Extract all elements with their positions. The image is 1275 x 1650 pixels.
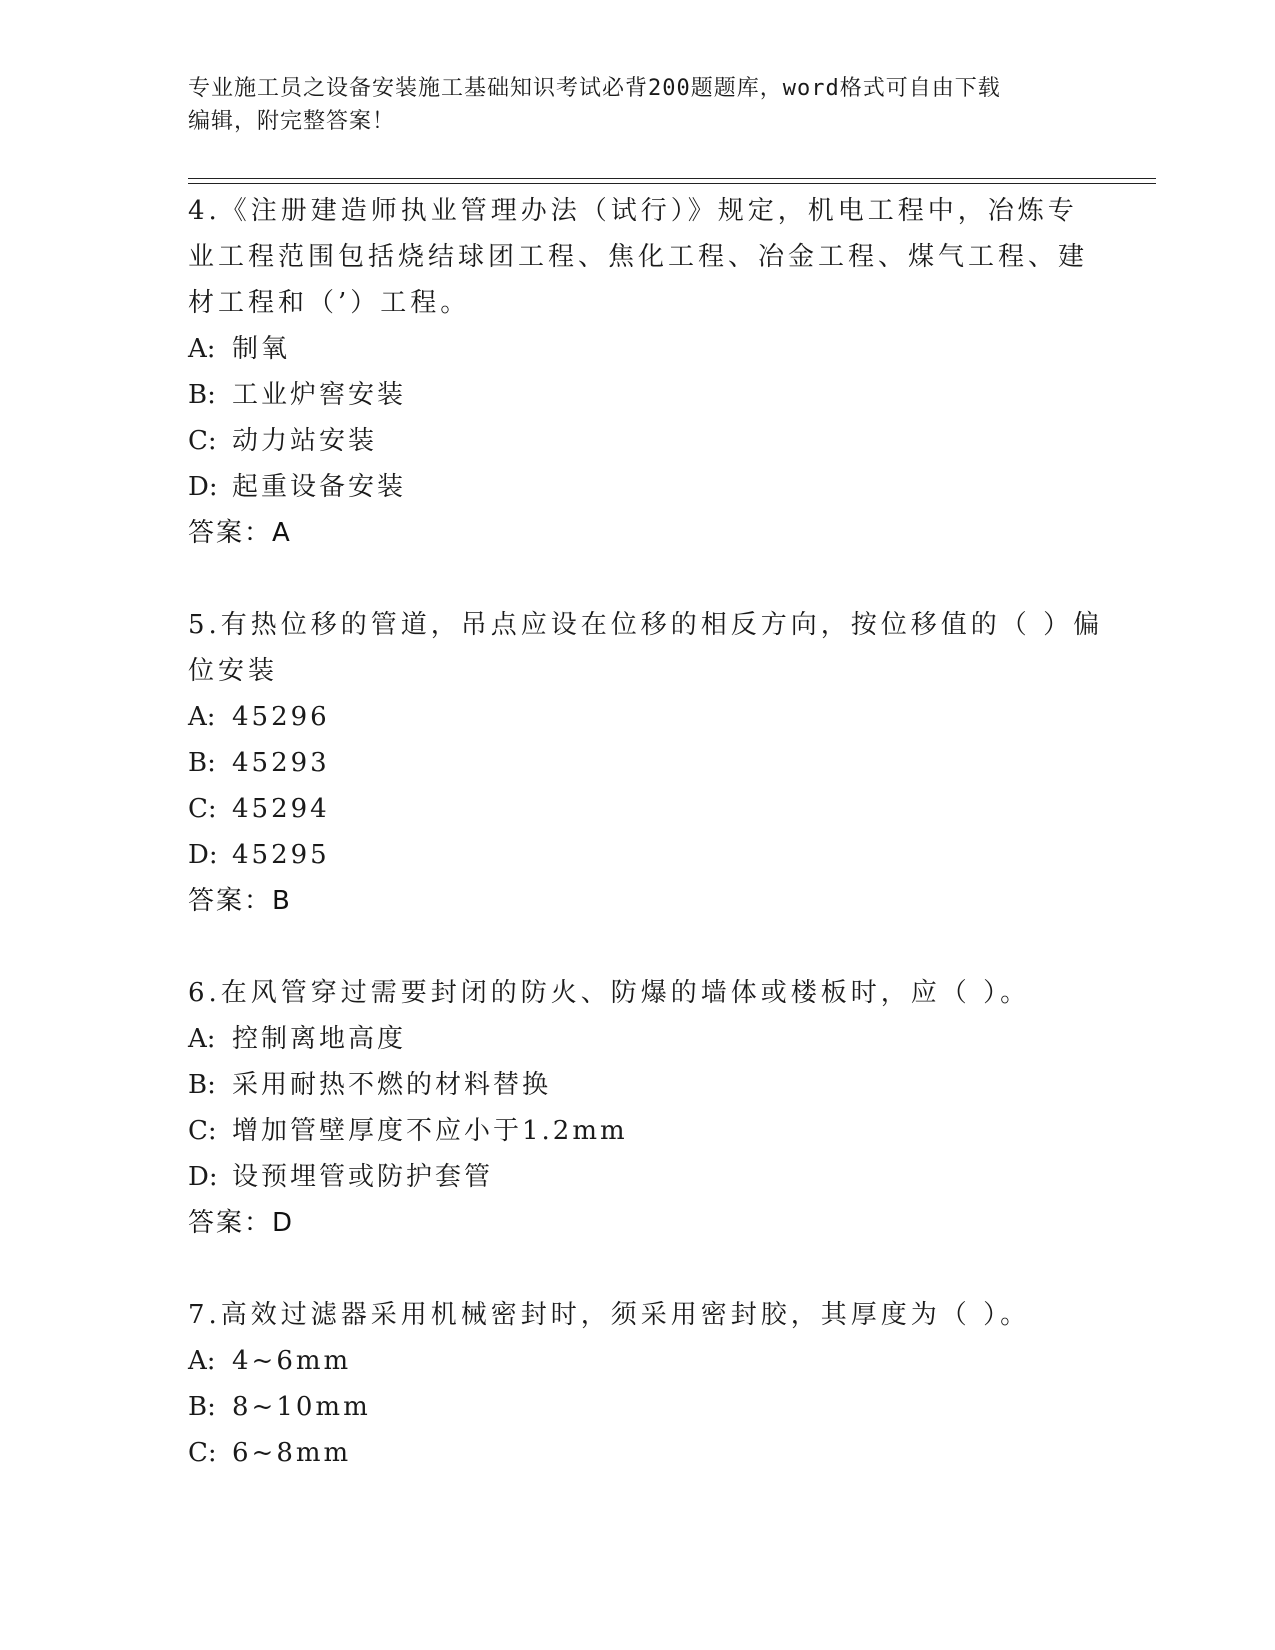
question-stem [188, 1292, 1088, 1338]
question-stem [188, 602, 1104, 694]
option-text: 采用耐热不燃的材料替换 [232, 1070, 552, 1100]
option-c [188, 1108, 1088, 1154]
option-text: 起重设备安装 [232, 472, 407, 502]
option-key: C: [188, 1116, 217, 1146]
question-spacer [188, 1246, 1088, 1292]
question-6 [188, 970, 1088, 1246]
question-stem-line: 5.有热位移的管道，吊点应设在位移的相反方向，按位移值的（ ）偏 [188, 610, 1104, 640]
option-text: 6~8mm [232, 1438, 352, 1468]
question-stem-line: 位安装 [188, 656, 279, 686]
option-d [188, 464, 1088, 510]
option-d [188, 832, 1088, 878]
option-text: 控制离地高度 [232, 1024, 407, 1054]
question-stem-line: 6.在风管穿过需要封闭的防火、防爆的墙体或楼板时，应（ ）。 [188, 978, 1031, 1008]
question-spacer [188, 556, 1088, 602]
option-d [188, 1154, 1088, 1200]
question-stem-line: 4.《注册建造师执业管理办法（试行）》规定，机电工程中，冶炼专 [188, 196, 1078, 226]
option-key: A: [188, 1024, 216, 1054]
option-key: C: [188, 1438, 217, 1468]
option-a [188, 694, 1088, 740]
option-a [188, 1338, 1088, 1384]
question-list [188, 188, 1104, 1476]
option-b [188, 1062, 1088, 1108]
option-a [188, 326, 1088, 372]
option-b [188, 1384, 1088, 1430]
question-spacer [188, 924, 1088, 970]
option-text: 制氧 [232, 334, 291, 364]
option-c [188, 786, 1088, 832]
question-5 [188, 602, 1104, 924]
option-key: C: [188, 426, 217, 456]
option-key: B: [188, 1392, 216, 1422]
option-key: C: [188, 794, 217, 824]
option-b [188, 740, 1088, 786]
question-stem-line: 业工程范围包括烧结球团工程、焦化工程、冶金工程、煤气工程、建 [188, 242, 1089, 272]
header-title-line-2: 编辑，附完整答案！ [188, 109, 396, 134]
option-a [188, 1016, 1088, 1062]
option-key: A: [188, 1346, 216, 1376]
answer-line: 答案：A [188, 518, 292, 548]
option-key: A: [188, 334, 216, 364]
answer-line: 答案：D [188, 1208, 295, 1238]
document-header [188, 72, 1088, 138]
option-key: D: [188, 840, 218, 870]
option-key: B: [188, 1070, 216, 1100]
header-title-line-1: 专业施工员之设备安装施工基础知识考试必背200题题库，word格式可自由下载 [188, 76, 1001, 101]
option-c [188, 1430, 1088, 1476]
header-divider-bottom [188, 183, 1156, 184]
option-text: 动力站安装 [232, 426, 378, 456]
answer-line: 答案：B [188, 886, 292, 916]
option-text: 45293 [232, 748, 330, 778]
question-4 [188, 188, 1088, 556]
option-text: 45296 [232, 702, 330, 732]
option-text: 45295 [232, 840, 330, 870]
question-stem [188, 970, 1088, 1016]
header-divider-top [188, 178, 1156, 179]
option-text: 4~6mm [232, 1346, 352, 1376]
option-key: A: [188, 702, 216, 732]
question-stem [188, 188, 1088, 326]
option-c [188, 418, 1088, 464]
option-key: B: [188, 748, 216, 778]
option-text: 工业炉窖安装 [232, 380, 407, 410]
question-stem-line: 材工程和（’）工程。 [188, 288, 471, 318]
option-key: D: [188, 472, 218, 502]
option-b [188, 372, 1088, 418]
option-text: 45294 [232, 794, 330, 824]
question-stem-line: 7.高效过滤器采用机械密封时，须采用密封胶，其厚度为（ ）。 [188, 1300, 1031, 1330]
option-text: 增加管壁厚度不应小于1.2mm [232, 1116, 628, 1146]
option-key: D: [188, 1162, 218, 1192]
option-text: 8~10mm [232, 1392, 371, 1422]
option-text: 设预埋管或防护套管 [232, 1162, 494, 1192]
option-key: B: [188, 380, 216, 410]
question-7 [188, 1292, 1088, 1476]
